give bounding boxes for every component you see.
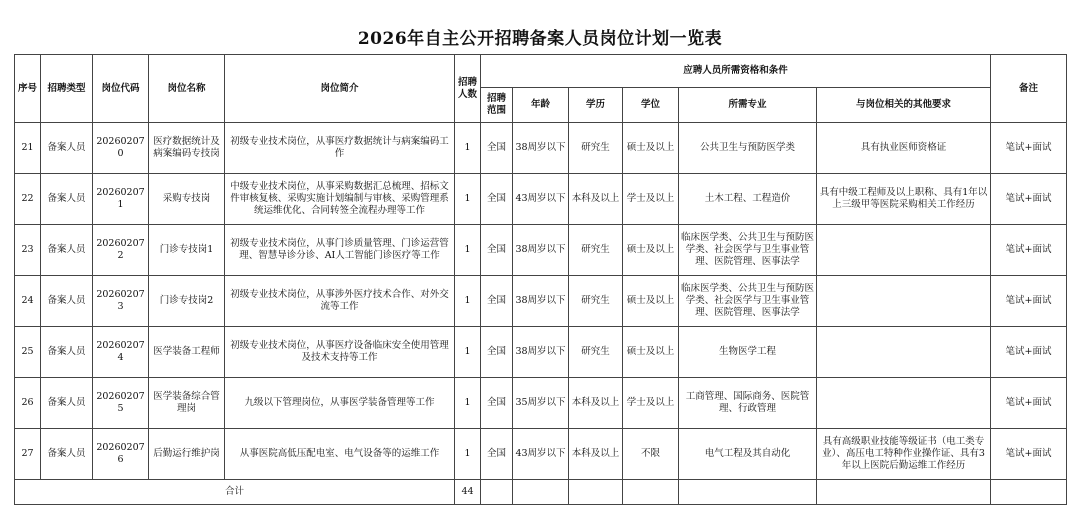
cell-scope: 全国 bbox=[481, 327, 513, 378]
cell-other bbox=[817, 378, 991, 429]
cell-seq: 24 bbox=[15, 276, 41, 327]
cell-name: 门诊专技岗1 bbox=[149, 225, 225, 276]
cell-intro: 初级专业技术岗位，从事医疗数据统计与病案编码工作 bbox=[225, 123, 455, 174]
cell-education: 本科及以上 bbox=[569, 174, 623, 225]
header-requirements-group: 应聘人员所需资格和条件 bbox=[481, 55, 991, 88]
cell-count: 1 bbox=[455, 327, 481, 378]
cell-code: 202602072 bbox=[93, 225, 149, 276]
cell-seq: 22 bbox=[15, 174, 41, 225]
cell-remark: 笔试+面试 bbox=[991, 225, 1067, 276]
cell-other: 具有高级职业技能等级证书（电工类专业）、高压电工特种作业操作证、具有3年以上医院后勤运维工作经历 bbox=[817, 429, 991, 480]
cell-type: 备案人员 bbox=[41, 225, 93, 276]
cell-name: 门诊专技岗2 bbox=[149, 276, 225, 327]
cell-intro: 九级以下管理岗位，从事医学装备管理等工作 bbox=[225, 378, 455, 429]
table-row bbox=[15, 123, 1067, 174]
cell-age: 38周岁以下 bbox=[513, 123, 569, 174]
total-empty bbox=[623, 480, 679, 505]
cell-count: 1 bbox=[455, 276, 481, 327]
header-scope: 招聘范围 bbox=[481, 88, 513, 123]
cell-count: 1 bbox=[455, 378, 481, 429]
cell-scope: 全国 bbox=[481, 225, 513, 276]
cell-major: 电气工程及其自动化 bbox=[679, 429, 817, 480]
cell-name: 医学装备综合管理岗 bbox=[149, 378, 225, 429]
cell-intro: 从事医院高低压配电室、电气设备等的运维工作 bbox=[225, 429, 455, 480]
cell-education: 研究生 bbox=[569, 123, 623, 174]
cell-code: 202602075 bbox=[93, 378, 149, 429]
cell-type: 备案人员 bbox=[41, 327, 93, 378]
cell-age: 35周岁以下 bbox=[513, 378, 569, 429]
total-empty bbox=[679, 480, 817, 505]
cell-type: 备案人员 bbox=[41, 123, 93, 174]
header-education: 学历 bbox=[569, 88, 623, 123]
cell-count: 1 bbox=[455, 174, 481, 225]
header-row-top bbox=[15, 55, 1067, 88]
cell-major: 临床医学类、公共卫生与预防医学类、社会医学与卫生事业管理、医院管理、医事法学 bbox=[679, 225, 817, 276]
cell-remark: 笔试+面试 bbox=[991, 174, 1067, 225]
total-empty bbox=[991, 480, 1067, 505]
header-degree: 学位 bbox=[623, 88, 679, 123]
cell-code: 202602070 bbox=[93, 123, 149, 174]
cell-name: 后勤运行维护岗 bbox=[149, 429, 225, 480]
cell-degree: 硕士及以上 bbox=[623, 327, 679, 378]
cell-intro: 初级专业技术岗位，从事医疗设备临床安全使用管理及技术支持等工作 bbox=[225, 327, 455, 378]
cell-other: 具有中级工程师及以上职称、具有1年以上三级甲等医院采购相关工作经历 bbox=[817, 174, 991, 225]
cell-intro: 初级专业技术岗位，从事门诊质量管理、门诊运营管理、智慧导诊分诊、AI人工智能门诊医疗等工作 bbox=[225, 225, 455, 276]
cell-seq: 21 bbox=[15, 123, 41, 174]
total-empty bbox=[513, 480, 569, 505]
total-label: 合计 bbox=[15, 480, 455, 505]
cell-education: 研究生 bbox=[569, 327, 623, 378]
header-code: 岗位代码 bbox=[93, 55, 149, 123]
cell-major: 生物医学工程 bbox=[679, 327, 817, 378]
cell-age: 38周岁以下 bbox=[513, 225, 569, 276]
cell-scope: 全国 bbox=[481, 276, 513, 327]
cell-degree: 硕士及以上 bbox=[623, 276, 679, 327]
cell-name: 医疗数据统计及病案编码专技岗 bbox=[149, 123, 225, 174]
cell-remark: 笔试+面试 bbox=[991, 276, 1067, 327]
cell-education: 研究生 bbox=[569, 225, 623, 276]
table-row bbox=[15, 327, 1067, 378]
total-empty bbox=[569, 480, 623, 505]
header-age: 年龄 bbox=[513, 88, 569, 123]
cell-type: 备案人员 bbox=[41, 276, 93, 327]
total-row bbox=[15, 480, 1067, 505]
cell-code: 202602071 bbox=[93, 174, 149, 225]
header-intro: 岗位简介 bbox=[225, 55, 455, 123]
cell-degree: 学士及以上 bbox=[623, 174, 679, 225]
header-type: 招聘类型 bbox=[41, 55, 93, 123]
table-row bbox=[15, 174, 1067, 225]
cell-age: 43周岁以下 bbox=[513, 174, 569, 225]
recruitment-plan-table bbox=[14, 54, 1067, 505]
cell-other: 具有执业医师资格证 bbox=[817, 123, 991, 174]
cell-remark: 笔试+面试 bbox=[991, 378, 1067, 429]
header-major: 所需专业 bbox=[679, 88, 817, 123]
cell-age: 38周岁以下 bbox=[513, 276, 569, 327]
header-other: 与岗位相关的其他要求 bbox=[817, 88, 991, 123]
table-row bbox=[15, 429, 1067, 480]
cell-remark: 笔试+面试 bbox=[991, 123, 1067, 174]
header-name: 岗位名称 bbox=[149, 55, 225, 123]
cell-other bbox=[817, 276, 991, 327]
cell-degree: 学士及以上 bbox=[623, 378, 679, 429]
cell-other bbox=[817, 327, 991, 378]
total-count: 44 bbox=[455, 480, 481, 505]
cell-count: 1 bbox=[455, 123, 481, 174]
cell-age: 38周岁以下 bbox=[513, 327, 569, 378]
cell-type: 备案人员 bbox=[41, 429, 93, 480]
cell-education: 本科及以上 bbox=[569, 378, 623, 429]
cell-remark: 笔试+面试 bbox=[991, 327, 1067, 378]
table-row bbox=[15, 378, 1067, 429]
cell-intro: 中级专业技术岗位，从事采购数据汇总梳理、招标文件审核复核、采购实施计划编制与审核、采购管理系统运维优化、合同转签全流程办理等工作 bbox=[225, 174, 455, 225]
cell-education: 本科及以上 bbox=[569, 429, 623, 480]
cell-scope: 全国 bbox=[481, 429, 513, 480]
cell-seq: 23 bbox=[15, 225, 41, 276]
cell-count: 1 bbox=[455, 429, 481, 480]
table-row bbox=[15, 276, 1067, 327]
cell-seq: 26 bbox=[15, 378, 41, 429]
cell-scope: 全国 bbox=[481, 378, 513, 429]
cell-type: 备案人员 bbox=[41, 378, 93, 429]
table-row bbox=[15, 225, 1067, 276]
cell-major: 土木工程、工程造价 bbox=[679, 174, 817, 225]
page-title: 2026年自主公开招聘备案人员岗位计划一览表 bbox=[357, 29, 723, 49]
cell-count: 1 bbox=[455, 225, 481, 276]
cell-age: 43周岁以下 bbox=[513, 429, 569, 480]
cell-major: 临床医学类、公共卫生与预防医学类、社会医学与卫生事业管理、医院管理、医事法学 bbox=[679, 276, 817, 327]
header-seq: 序号 bbox=[15, 55, 41, 123]
header-count: 招聘人数 bbox=[455, 55, 481, 123]
cell-code: 202602074 bbox=[93, 327, 149, 378]
cell-degree: 不限 bbox=[623, 429, 679, 480]
total-empty bbox=[481, 480, 513, 505]
total-empty bbox=[817, 480, 991, 505]
cell-major: 公共卫生与预防医学类 bbox=[679, 123, 817, 174]
cell-code: 202602076 bbox=[93, 429, 149, 480]
cell-education: 研究生 bbox=[569, 276, 623, 327]
cell-type: 备案人员 bbox=[41, 174, 93, 225]
cell-seq: 27 bbox=[15, 429, 41, 480]
cell-intro: 初级专业技术岗位，从事涉外医疗技术合作、对外交流等工作 bbox=[225, 276, 455, 327]
header-remark: 备注 bbox=[991, 55, 1067, 123]
cell-remark: 笔试+面试 bbox=[991, 429, 1067, 480]
cell-degree: 硕士及以上 bbox=[623, 225, 679, 276]
cell-seq: 25 bbox=[15, 327, 41, 378]
cell-major: 工商管理、国际商务、医院管理、行政管理 bbox=[679, 378, 817, 429]
cell-degree: 硕士及以上 bbox=[623, 123, 679, 174]
cell-other bbox=[817, 225, 991, 276]
cell-code: 202602073 bbox=[93, 276, 149, 327]
cell-scope: 全国 bbox=[481, 123, 513, 174]
cell-name: 医学装备工程师 bbox=[149, 327, 225, 378]
cell-name: 采购专技岗 bbox=[149, 174, 225, 225]
cell-scope: 全国 bbox=[481, 174, 513, 225]
